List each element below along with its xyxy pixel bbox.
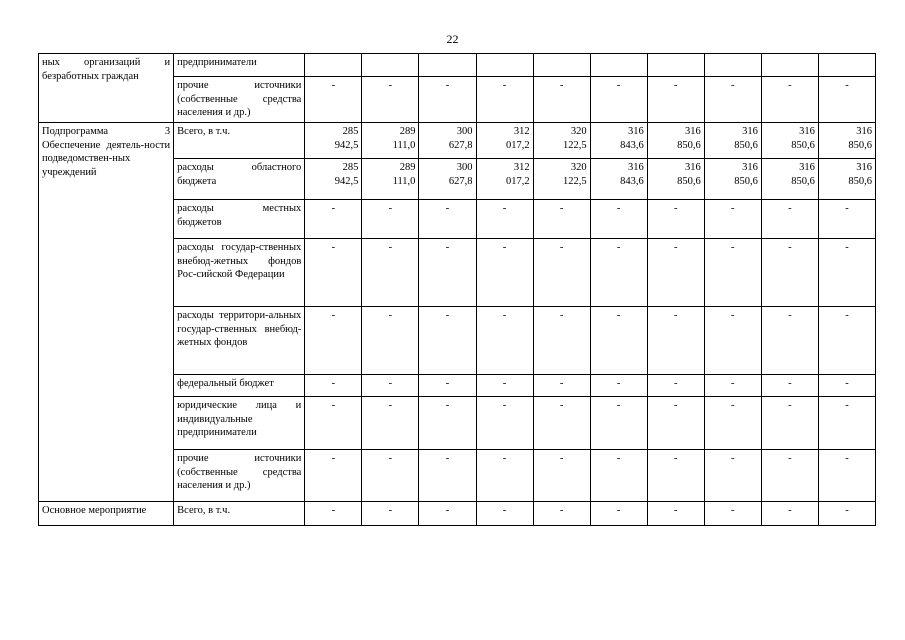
- funding-source-cell: предприниматели: [174, 54, 305, 77]
- budget-table: [38, 53, 876, 526]
- value-cell: [590, 54, 647, 77]
- value-cell: -: [704, 501, 761, 525]
- value-cell: -: [590, 449, 647, 501]
- value-cell: -: [362, 501, 419, 525]
- value-cell: -: [761, 199, 818, 238]
- value-cell: -: [761, 396, 818, 449]
- value-cell: -: [818, 396, 875, 449]
- value-cell: -: [704, 77, 761, 123]
- value-cell: -: [476, 374, 533, 396]
- value-cell: 316 850,6: [647, 122, 704, 158]
- value-cell: -: [419, 199, 476, 238]
- value-cell: -: [476, 501, 533, 525]
- value-cell: -: [533, 396, 590, 449]
- value-cell: 285 942,5: [305, 122, 362, 158]
- value-cell: -: [305, 449, 362, 501]
- value-cell: -: [533, 374, 590, 396]
- value-cell: -: [476, 77, 533, 123]
- value-cell: 316 850,6: [647, 158, 704, 199]
- value-cell: -: [704, 374, 761, 396]
- value-cell: -: [761, 77, 818, 123]
- value-cell: -: [305, 374, 362, 396]
- funding-source-cell: Всего, в т.ч.: [174, 122, 305, 158]
- value-cell: -: [362, 77, 419, 123]
- value-cell: -: [419, 374, 476, 396]
- value-cell: -: [590, 501, 647, 525]
- main-event-label: Основное мероприятие: [39, 501, 174, 525]
- value-cell: [647, 54, 704, 77]
- funding-source-cell: расходы областного бюджета: [174, 158, 305, 199]
- value-cell: -: [476, 199, 533, 238]
- funding-source-cell: прочие источники (собственные средства населения и др.): [174, 449, 305, 501]
- value-cell: -: [590, 374, 647, 396]
- value-cell: [704, 54, 761, 77]
- value-cell: 312 017,2: [476, 158, 533, 199]
- value-cell: -: [590, 238, 647, 306]
- value-cell: -: [476, 306, 533, 374]
- value-cell: 289 111,0: [362, 158, 419, 199]
- value-cell: -: [818, 374, 875, 396]
- continued-program-label: ных организаций и безработных граждан: [39, 54, 174, 123]
- funding-source-cell: федеральный бюджет: [174, 374, 305, 396]
- value-cell: -: [761, 306, 818, 374]
- funding-source-cell: расходы государ-ственных внебюд-жетных фондов Рос-сийской Федерации: [174, 238, 305, 306]
- value-cell: -: [818, 306, 875, 374]
- value-cell: -: [533, 306, 590, 374]
- value-cell: -: [761, 501, 818, 525]
- value-cell: -: [305, 306, 362, 374]
- value-cell: -: [590, 306, 647, 374]
- value-cell: 316 850,6: [761, 158, 818, 199]
- value-cell: -: [419, 77, 476, 123]
- value-cell: [419, 54, 476, 77]
- value-cell: -: [533, 238, 590, 306]
- value-cell: [305, 54, 362, 77]
- value-cell: -: [818, 238, 875, 306]
- value-cell: 316 843,6: [590, 122, 647, 158]
- value-cell: -: [419, 396, 476, 449]
- value-cell: -: [704, 238, 761, 306]
- value-cell: -: [362, 238, 419, 306]
- value-cell: [533, 54, 590, 77]
- value-cell: -: [305, 396, 362, 449]
- value-cell: -: [818, 501, 875, 525]
- value-cell: 320 122,5: [533, 122, 590, 158]
- table-row: [39, 501, 876, 525]
- value-cell: -: [761, 449, 818, 501]
- funding-source-cell: Всего, в т.ч.: [174, 501, 305, 525]
- value-cell: -: [647, 374, 704, 396]
- value-cell: -: [419, 306, 476, 374]
- value-cell: -: [362, 396, 419, 449]
- value-cell: -: [305, 501, 362, 525]
- value-cell: -: [647, 449, 704, 501]
- value-cell: 316 850,6: [818, 158, 875, 199]
- value-cell: 300 627,8: [419, 122, 476, 158]
- value-cell: 316 843,6: [590, 158, 647, 199]
- value-cell: -: [590, 77, 647, 123]
- value-cell: [362, 54, 419, 77]
- value-cell: [761, 54, 818, 77]
- value-cell: -: [818, 199, 875, 238]
- value-cell: -: [533, 449, 590, 501]
- value-cell: -: [362, 374, 419, 396]
- value-cell: -: [533, 199, 590, 238]
- value-cell: -: [419, 449, 476, 501]
- value-cell: 316 850,6: [761, 122, 818, 158]
- value-cell: -: [704, 396, 761, 449]
- subprogram-3-label: Подпрограмма 3 Обеспечение деятель-ности подведомствен-ных учреждений: [39, 122, 174, 501]
- funding-source-cell: прочие источники (собственные средства населения и др.): [174, 77, 305, 123]
- value-cell: -: [476, 449, 533, 501]
- value-cell: 285 942,5: [305, 158, 362, 199]
- value-cell: -: [761, 374, 818, 396]
- value-cell: 312 017,2: [476, 122, 533, 158]
- value-cell: -: [362, 449, 419, 501]
- value-cell: 316 850,6: [704, 122, 761, 158]
- value-cell: -: [647, 77, 704, 123]
- value-cell: -: [647, 396, 704, 449]
- value-cell: -: [419, 238, 476, 306]
- value-cell: -: [305, 238, 362, 306]
- funding-source-cell: юридические лица и индивидуальные предприниматели: [174, 396, 305, 449]
- value-cell: -: [647, 306, 704, 374]
- value-cell: -: [476, 396, 533, 449]
- value-cell: -: [419, 501, 476, 525]
- value-cell: -: [590, 199, 647, 238]
- value-cell: -: [362, 199, 419, 238]
- value-cell: 316 850,6: [818, 122, 875, 158]
- page-number: 22: [446, 32, 459, 46]
- value-cell: 300 627,8: [419, 158, 476, 199]
- value-cell: -: [647, 199, 704, 238]
- value-cell: 320 122,5: [533, 158, 590, 199]
- value-cell: [476, 54, 533, 77]
- value-cell: -: [476, 238, 533, 306]
- table-row: [39, 122, 876, 158]
- value-cell: -: [590, 396, 647, 449]
- table-row: [39, 54, 876, 77]
- value-cell: [818, 54, 875, 77]
- value-cell: -: [533, 77, 590, 123]
- funding-source-cell: расходы территори-альных государ-ственных внебюд-жетных фондов: [174, 306, 305, 374]
- value-cell: -: [362, 306, 419, 374]
- budget-table-body: [39, 54, 876, 526]
- value-cell: -: [704, 449, 761, 501]
- value-cell: -: [647, 501, 704, 525]
- value-cell: 289 111,0: [362, 122, 419, 158]
- value-cell: -: [647, 238, 704, 306]
- value-cell: -: [818, 449, 875, 501]
- value-cell: -: [704, 199, 761, 238]
- value-cell: -: [818, 77, 875, 123]
- value-cell: -: [305, 199, 362, 238]
- value-cell: -: [533, 501, 590, 525]
- value-cell: -: [761, 238, 818, 306]
- value-cell: -: [305, 77, 362, 123]
- funding-source-cell: расходы местных бюджетов: [174, 199, 305, 238]
- value-cell: -: [704, 306, 761, 374]
- value-cell: 316 850,6: [704, 158, 761, 199]
